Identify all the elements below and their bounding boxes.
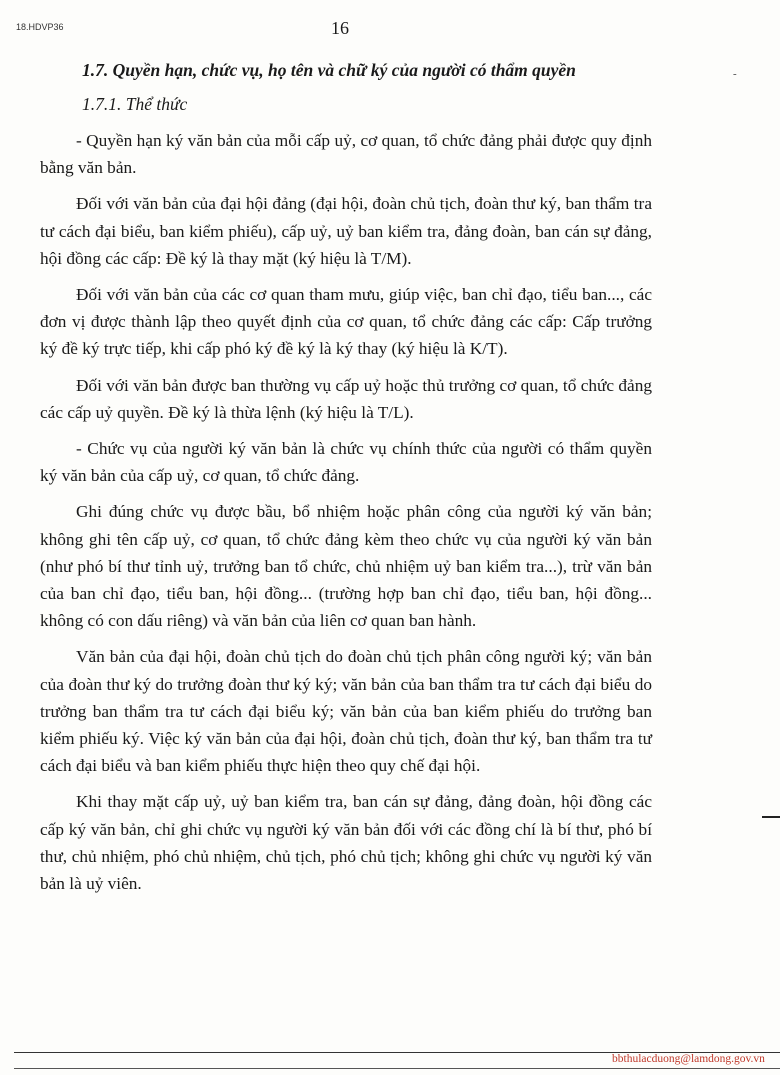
section-heading: 1.7. Quyền hạn, chức vụ, họ tên và chữ ký của người có thẩm quyền <box>82 60 576 80</box>
paragraph: - Chức vụ của người ký văn bản là chức vụ chính thức của người có thẩm quyền ký văn bản của cấp uỷ, cơ quan, tổ chức đảng. <box>40 439 652 486</box>
document-code: 18.HDVP36 <box>16 22 64 32</box>
footer-rule-bottom <box>14 1068 780 1069</box>
paragraph: Đối với văn bản của đại hội đảng (đại hội, đoàn chủ tịch, đoàn thư ký, ban thẩm tra tư cách đại biểu, ban kiểm phiếu), cấp uỷ, uỷ ban kiểm tra, đảng đoàn, ban cán sự đảng, hội đồng các cấp: Đề ký là thay mặt (ký hiệu là T/M). <box>40 194 652 268</box>
paragraph: Ghi đúng chức vụ được bầu, bổ nhiệm hoặc phân công của người ký văn bản; không ghi tên cấp uỷ, cơ quan, tổ chức đảng kèm theo chức vụ của người ký văn bản (như phó bí thư tỉnh uỷ, trưởng ban tổ chức, chủ nhiệm uỷ ban kiểm tra...), trừ văn bản của ban chỉ đạo, tiểu ban, hội đồng... (trường hợp ban chỉ đạo, tiểu ban, hội đồng... không có con dấu riêng) và văn bản của liên cơ quan ban hành. <box>40 502 652 631</box>
paragraph: Khi thay mặt cấp uỷ, uỷ ban kiểm tra, ban cán sự đảng, đảng đoàn, hội đồng các cấp ký văn bản, chỉ ghi chức vụ người ký văn bản đối với các đồng chí là bí thư, phó bí thư, chủ nhiệm, phó chủ nhiệm, chủ tịch, phó chủ tịch; không ghi chức vụ người ký văn bản là uỷ viên. <box>40 792 652 894</box>
scan-mark: - <box>733 68 737 80</box>
page-number: 16 <box>331 18 349 38</box>
subsection-heading: 1.7.1. Thể thức <box>82 94 188 114</box>
footer-email: bbthulacduong@lamdong.gov.vn <box>612 1053 765 1065</box>
body-text <box>40 127 652 897</box>
paragraph: Đối với văn bản của các cơ quan tham mưu, giúp việc, ban chỉ đạo, tiểu ban..., các đơn vị được thành lập theo quyết định của cơ quan, tổ chức đảng các cấp: Cấp trưởng ký đề ký trực tiếp, khi cấp phó ký đề ký là ký thay (ký hiệu là K/T). <box>40 285 652 359</box>
paragraph: - Quyền hạn ký văn bản của mỗi cấp uỷ, cơ quan, tổ chức đảng phải được quy định bằng văn bản. <box>40 131 652 178</box>
paragraph: Văn bản của đại hội, đoàn chủ tịch do đoàn chủ tịch phân công người ký; văn bản của đoàn thư ký do trưởng đoàn thư ký ký; văn bản của ban thẩm tra tư cách đại biểu do trưởng ban thẩm tra tư cách đại biểu ký; văn bản của ban kiểm phiếu do trưởng ban kiểm phiếu ký. Việc ký văn bản của đại hội, đoàn chủ tịch, đoàn thư ký, ban thẩm tra tư cách đại biểu và ban kiểm phiếu thực hiện theo quy chế đại hội. <box>40 647 652 776</box>
margin-mark <box>762 816 780 818</box>
paragraph: Đối với văn bản được ban thường vụ cấp uỷ hoặc thủ trưởng cơ quan, tổ chức đảng các cấp uỷ quyền. Đề ký là thừa lệnh (ký hiệu là T/L). <box>40 375 652 422</box>
